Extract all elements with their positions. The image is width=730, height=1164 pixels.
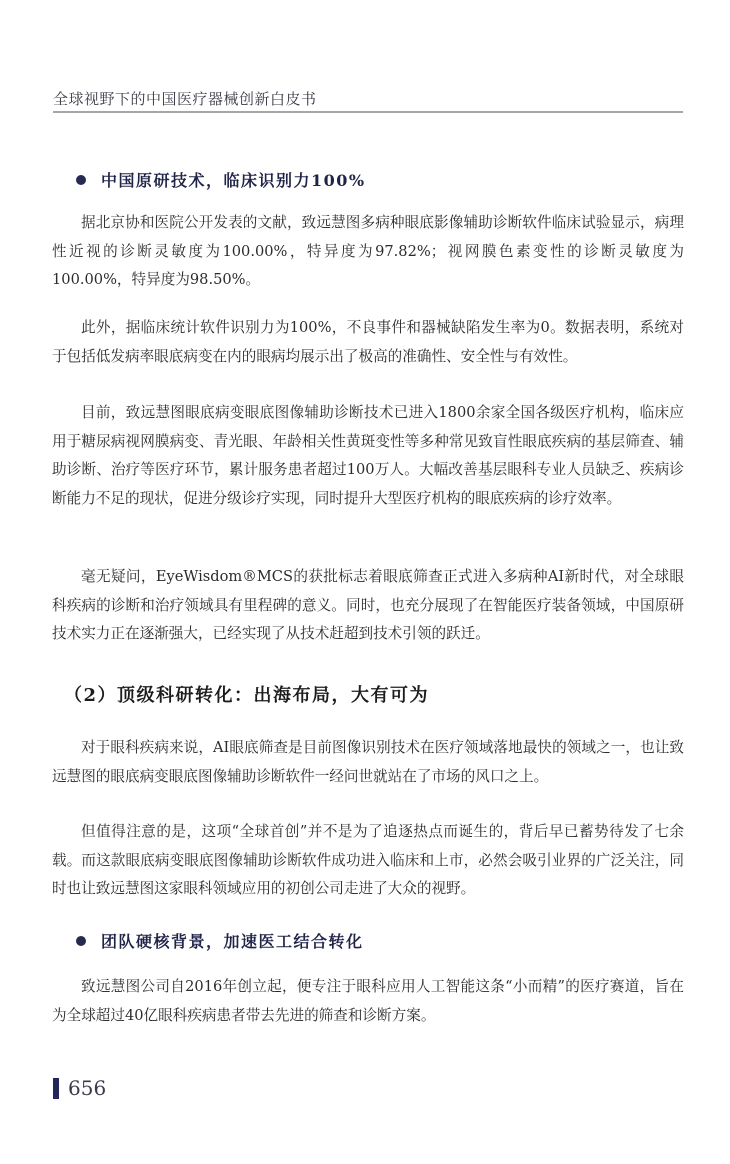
running-header: 全球视野下的中国医疗器械创新白皮书 [53,90,317,108]
paragraph: 目前，致远慧图眼底病变眼底图像辅助诊断技术已进入1800余家全国各级医疗机构，临床应用于糖尿病视网膜病变、青光眼、年龄相关性黄斑变性等多种常见致盲性眼底疾病的基层筛查、辅助诊断、治疗等医疗环节，累计服务患者超过100万人。大幅改善基层眼科专业人员缺乏、疾病诊断能力不足的现状，促进分级诊疗实现，同时提升大型医疗机构的眼底疾病的诊疗效率。 [52,404,684,507]
bullet-dot-icon [76,175,86,185]
header-rule [53,111,683,113]
page-number-text: 656 [68,1076,107,1100]
paragraph: 毫无疑问，EyeWisdom®MCS的获批标志着眼底筛查正式进入多病种AI新时代，对全球眼科疾病的诊断和治疗领域具有里程碑的意义。同时，也充分展现了在智能医疗装备领域，中国原研技术实力正在逐渐强大，已经实现了从技术赶超到技术引领的跃迁。 [52,568,684,642]
paragraph: 致远慧图公司自2016年创立起，便专注于眼科应用人工智能这条“小而精”的医疗赛道，旨在为全球超过40亿眼科疾病患者带去先进的筛查和诊断方案。 [52,978,684,1024]
paragraph: 据北京协和医院公开发表的文献，致远慧图多病种眼底影像辅助诊断软件临床试验显示，病理性近视的诊断灵敏度为100.00%，特异度为97.82%；视网膜色素变性的诊断灵敏度为100.00%，特异度为98.50%。 [52,214,684,288]
bullet-heading-original-tech [76,168,366,191]
page-number [53,1076,106,1100]
paragraph: 但值得注意的是，这项“全球首创”并不是为了追逐热点而诞生的，背后早已蓄势待发了七余载。而这款眼底病变眼底图像辅助诊断软件成功进入临床和上市，必然会吸引业界的广泛关注，同时也让致远慧图这家眼科领域应用的初创公司走进了大众的视野。 [52,823,684,897]
page-marker-bar-icon [53,1078,59,1099]
bullet-heading-team-background [76,929,364,952]
bullet-dot-icon [76,936,86,946]
bullet-heading-text: 团队硬核背景，加速医工结合转化 [101,932,364,951]
paragraph: 对于眼科疾病来说，AI眼底筛查是目前图像识别技术在医疗领域落地最快的领域之一，也让致远慧图的眼底病变眼底图像辅助诊断软件一经问世就站在了市场的风口之上。 [52,739,684,785]
bullet-heading-text: 中国原研技术，临床识别力100% [101,171,366,190]
section-heading: （2）顶级科研转化：出海布局，大有可为 [64,685,430,706]
paragraph: 此外，据临床统计软件识别力为100%，不良事件和器械缺陷发生率为0。数据表明，系统对于包括低发病率眼底病变在内的眼病均展示出了极高的准确性、安全性与有效性。 [52,319,684,365]
